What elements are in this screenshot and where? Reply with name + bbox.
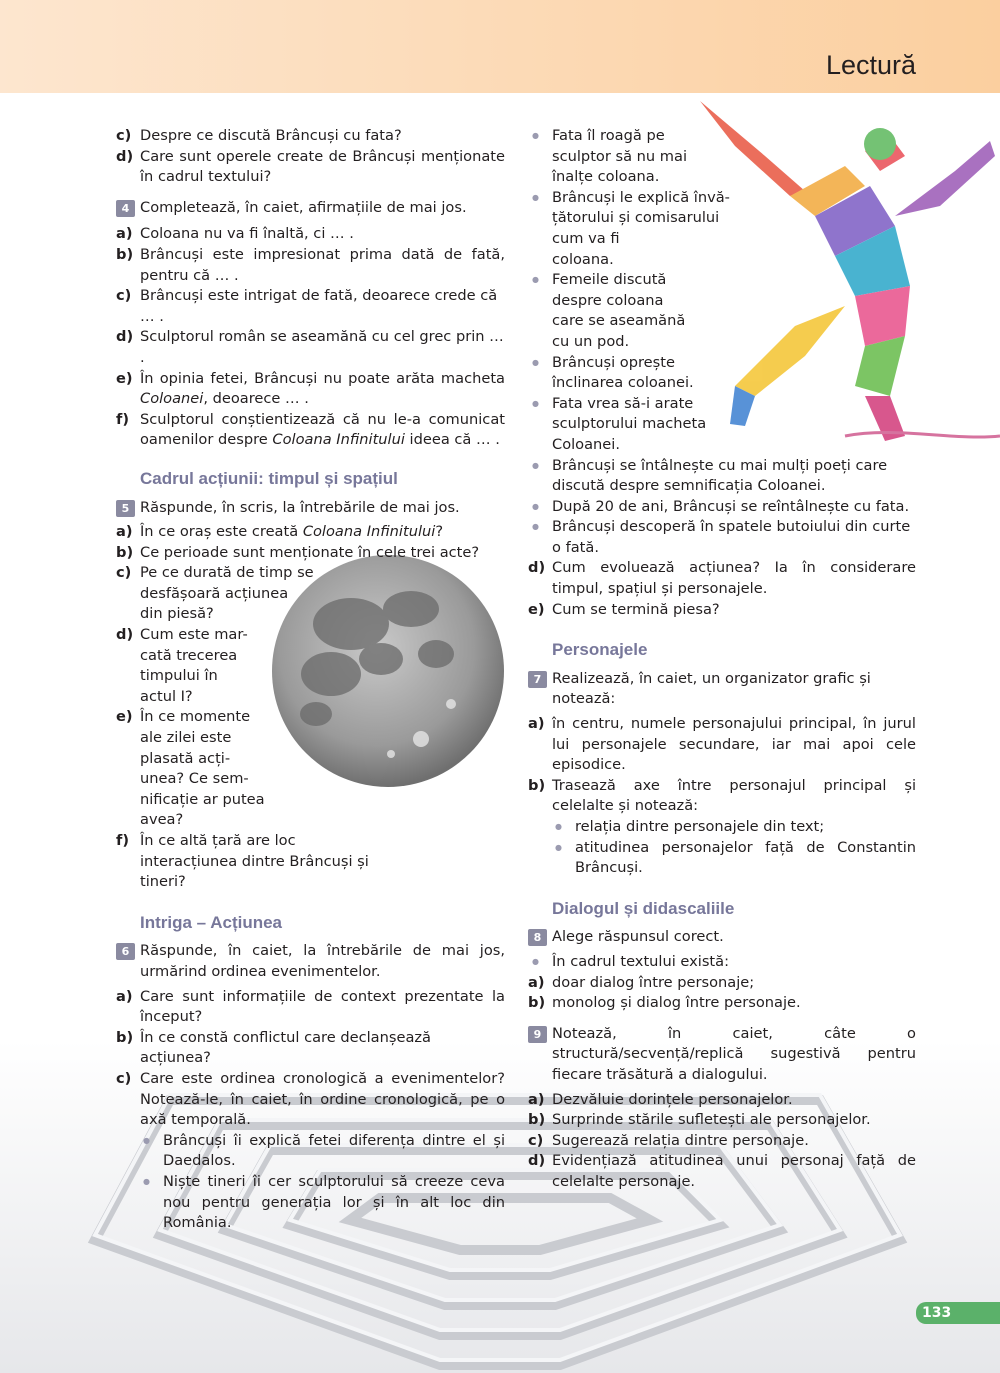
list-item — [116, 224, 505, 245]
list-item — [116, 245, 505, 286]
section-title: Lectură — [825, 50, 916, 80]
list-item — [116, 543, 505, 564]
item-text-italic: Coloana Infinitului — [272, 431, 405, 449]
exercise-number: 8 — [528, 929, 547, 946]
item-label: a) — [528, 973, 545, 991]
heading-timp-spatiu: Cadrul acțiunii: timpul și spațiul — [140, 468, 398, 488]
item-label: d) — [528, 1152, 546, 1170]
exercise-9 — [528, 1024, 916, 1086]
item-label: d) — [528, 559, 546, 577]
item-text: Evidențiază atitudinea unui personaj față de celelalte personaje. — [552, 1152, 916, 1190]
exercise-number: 4 — [116, 200, 135, 217]
item-text: în centru, numele personajului principal, în jurul lui personajele secundare, iar mai apoi cele episodice. — [552, 715, 916, 774]
heading-personaje: Personajele — [552, 640, 648, 660]
item-text: Care este ordinea cronologică a evenimentelor? Notează-le, în caiet, în ordine cronologică, pe o axă temporală. — [140, 1069, 505, 1129]
item-line: din piesă? — [140, 605, 214, 623]
heading-dialog: Dialogul și didascaliile — [552, 898, 735, 918]
item-text: Sculptorul român se aseamănă cu cel grec prin … . — [140, 328, 504, 366]
bullet-item: ● Brâncuși îi explică fetei diferența dintre el și Daedalos. — [116, 1131, 505, 1172]
exercise-8 — [528, 927, 916, 948]
item-text: Sugerează relația dintre personaje. — [552, 1131, 809, 1149]
list-item — [116, 410, 505, 451]
item-label: a) — [116, 523, 133, 541]
list-item — [116, 522, 505, 543]
item-text: În ce oraș este creată — [140, 523, 303, 541]
bullet-item: ● În cadrul textului există: — [528, 952, 916, 973]
item-line: cată trecerea — [140, 646, 238, 664]
exercise-6 — [116, 941, 505, 982]
item-line: Fata vrea să-i arate — [552, 394, 694, 412]
item-label: c) — [528, 1131, 544, 1149]
item-line: sculptor să nu mai — [552, 147, 688, 165]
bullet-item — [528, 188, 916, 270]
item-text: Brâncuși este intrigat de fată, deoarece crede că … . — [140, 287, 498, 325]
item-line: Fata îl roagă pe — [552, 127, 665, 144]
list-item — [116, 831, 380, 893]
list-item — [528, 1090, 916, 1111]
item-label: e) — [116, 708, 133, 726]
item-text: doar dialog între personaje; — [552, 973, 755, 991]
item-line: despre coloana — [552, 291, 664, 309]
exercise-4 — [116, 198, 505, 219]
item-label: a) — [116, 225, 133, 243]
item-text-italic: Coloana Infinitului — [302, 523, 436, 541]
item-label: b) — [528, 776, 546, 794]
item-line: Cum este mar- — [140, 626, 248, 644]
item-label: d) — [116, 626, 134, 644]
item-text: Despre ce discută Brâncuși cu fata? — [140, 127, 402, 144]
left-column — [116, 126, 505, 1234]
list-item — [528, 973, 916, 994]
item-line: timpului în — [140, 667, 218, 685]
right-column — [528, 126, 916, 1193]
item-text: În ce altă țară are loc interacțiunea dintre Brâncuși și tineri? — [140, 832, 369, 891]
item-text: ? — [435, 523, 444, 541]
bullet-item — [528, 270, 916, 352]
item-line: Brâncuși oprește — [552, 353, 675, 371]
item-line: Femeile discută — [552, 271, 667, 289]
list-item — [116, 563, 505, 625]
item-text: , deoarece … . — [203, 390, 309, 408]
item-text: ideea că … . — [404, 431, 500, 449]
item-line: înalțe coloana. — [552, 168, 660, 186]
bullet-item: ● Niște tineri îi cer sculptorului să creeze ceva nou pentru generația lor și în alt loc din România. — [116, 1172, 505, 1234]
exercise-number: 6 — [116, 943, 135, 960]
item-label: b) — [528, 994, 546, 1012]
item-label: a) — [528, 715, 545, 733]
item-text: Ce perioade sunt menționate în cele trei acte? — [140, 543, 480, 561]
list-item — [116, 1028, 505, 1069]
item-line: unea? Ce sem- — [140, 770, 249, 788]
bullet-item: ● atitudinea personajelor față de Constantin Brâncuși. — [528, 838, 916, 879]
item-line: sculptorului macheta — [552, 415, 707, 433]
item-label: b) — [116, 543, 134, 561]
list-item — [528, 993, 916, 1014]
list-item — [116, 625, 505, 707]
item-text: Brâncuși este impresionat prima dată de fată, pentru că … . — [140, 245, 505, 284]
item-text: Cum se termină piesa? — [552, 600, 720, 618]
exercise-number: 5 — [116, 500, 135, 517]
list-item — [528, 600, 916, 621]
bullet-item — [528, 126, 916, 188]
exercise-instruction: Notează, în caiet, câte o structură/secvență/replică sugestivă pentru fiecare trăsătură a dialogului. — [552, 1024, 916, 1083]
item-line: plasată acți- — [140, 749, 231, 767]
item-line: coloana. — [552, 250, 614, 268]
bullet-item: ● relația dintre personajele din text; — [528, 817, 916, 838]
list-item — [116, 987, 505, 1028]
item-text: Coloana nu va fi înaltă, ci … . — [140, 225, 354, 243]
exercise-5 — [116, 498, 505, 519]
bullet-item — [528, 497, 916, 518]
list-item — [528, 558, 916, 599]
item-label: f) — [116, 410, 130, 428]
item-label: c) — [116, 287, 132, 305]
item-text: Surprinde stările sufletești ale personajelor. — [552, 1111, 871, 1129]
item-label: b) — [116, 245, 134, 263]
bullet-item — [528, 517, 916, 558]
exercise-number: 7 — [528, 671, 547, 688]
item-line: desfășoară acțiunea — [140, 584, 289, 602]
item-line: actul I? — [140, 687, 193, 705]
item-line: înclinarea coloanei. — [552, 374, 694, 392]
list-item — [116, 286, 505, 327]
item-label: b) — [528, 1111, 546, 1129]
item-text: Care sunt operele create de Brâncuși menționate în cadrul textului? — [140, 147, 505, 186]
bullet-item — [528, 394, 916, 456]
item-label: b) — [116, 1028, 134, 1046]
item-line: Coloanei. — [552, 435, 620, 453]
exercise-instruction: Răspunde, în scris, la întrebările de mai jos. — [140, 498, 460, 516]
item-text: Sculptorul conștientizează că nu le-a comunicat oamenilor despre — [140, 410, 505, 449]
item-line: avea? — [140, 811, 184, 829]
exercise-number: 9 — [528, 1026, 547, 1043]
heading-intriga: Intriga – Acțiunea — [140, 912, 283, 932]
item-line: cum va fi — [552, 229, 620, 247]
item-text: Cum evoluează acțiunea? Ia în considerare timpul, spațiul și personajele. — [552, 559, 916, 598]
list-item — [528, 1110, 916, 1131]
item-label: a) — [528, 1090, 545, 1108]
exercise-instruction: Răspunde, în caiet, la întrebările de mai jos, urmărind ordinea evenimentelor. — [140, 942, 505, 980]
bullet-item — [528, 456, 916, 497]
exercise-7 — [528, 669, 916, 710]
item-text: monolog și dialog între personaje. — [552, 994, 801, 1012]
item-label: c) — [116, 1069, 132, 1087]
item-text: Care sunt informațiile de context prezentate la început? — [140, 987, 505, 1026]
item-line: Brâncuși descoperă în spatele butoiului din curte — [552, 518, 911, 536]
item-line: După 20 de ani, Brâncuși se reîntâlnește cu fata. — [552, 497, 910, 515]
item-line: În ce momente — [140, 708, 251, 726]
item-line: discută despre semnificația Coloanei. — [552, 477, 826, 495]
item-label: e) — [116, 369, 133, 387]
item-label: a) — [116, 987, 133, 1005]
list-item — [528, 1151, 916, 1192]
item-text: Trasează axe între personajul principal și celelalte și notează: — [552, 776, 916, 815]
list-item — [528, 1131, 916, 1152]
item-line: Brâncuși se întâlnește cu mai mulți poeți care — [552, 456, 888, 474]
item-label: c) — [116, 564, 132, 582]
list-item — [116, 369, 505, 410]
list-item — [116, 707, 505, 831]
list-item — [528, 714, 916, 776]
exercise-instruction: Realizează, în caiet, un organizator grafic și notează: — [552, 669, 871, 708]
item-line: Brâncuși le explică învă- — [552, 188, 730, 206]
list-item — [528, 776, 916, 817]
list-item — [116, 327, 505, 368]
item-label: c) — [116, 127, 132, 144]
item-line: o fată. — [552, 538, 599, 556]
item-line: ale zilei este — [140, 729, 232, 747]
item-text: În opinia fetei, Brâncuși nu poate arăta macheta — [140, 369, 505, 387]
item-line: țătorului și comisarului — [552, 209, 720, 227]
item-label: d) — [116, 328, 134, 346]
item-line: cu un pod. — [552, 332, 630, 350]
exercise-instruction: Alege răspunsul corect. — [552, 928, 724, 946]
item-label: d) — [116, 147, 134, 165]
exercise-instruction: Completează, în caiet, afirmațiile de mai jos. — [140, 198, 467, 216]
list-item — [116, 1069, 505, 1131]
item-label: e) — [528, 600, 545, 618]
bullet-item — [528, 353, 916, 394]
item-text: Dezvăluie dorințele personajelor. — [552, 1090, 793, 1108]
page-number: 133 — [916, 1302, 1000, 1324]
list-item — [116, 147, 505, 188]
list-item — [116, 126, 505, 147]
item-line: care se aseamănă — [552, 312, 686, 330]
item-text-italic: Coloanei — [140, 390, 204, 408]
item-line: nificație ar putea — [140, 790, 265, 808]
item-text: În ce constă conflictul care declanșează acțiunea? — [140, 1028, 431, 1067]
item-label: f) — [116, 832, 130, 849]
item-line: Pe ce durată de timp se — [140, 564, 314, 582]
